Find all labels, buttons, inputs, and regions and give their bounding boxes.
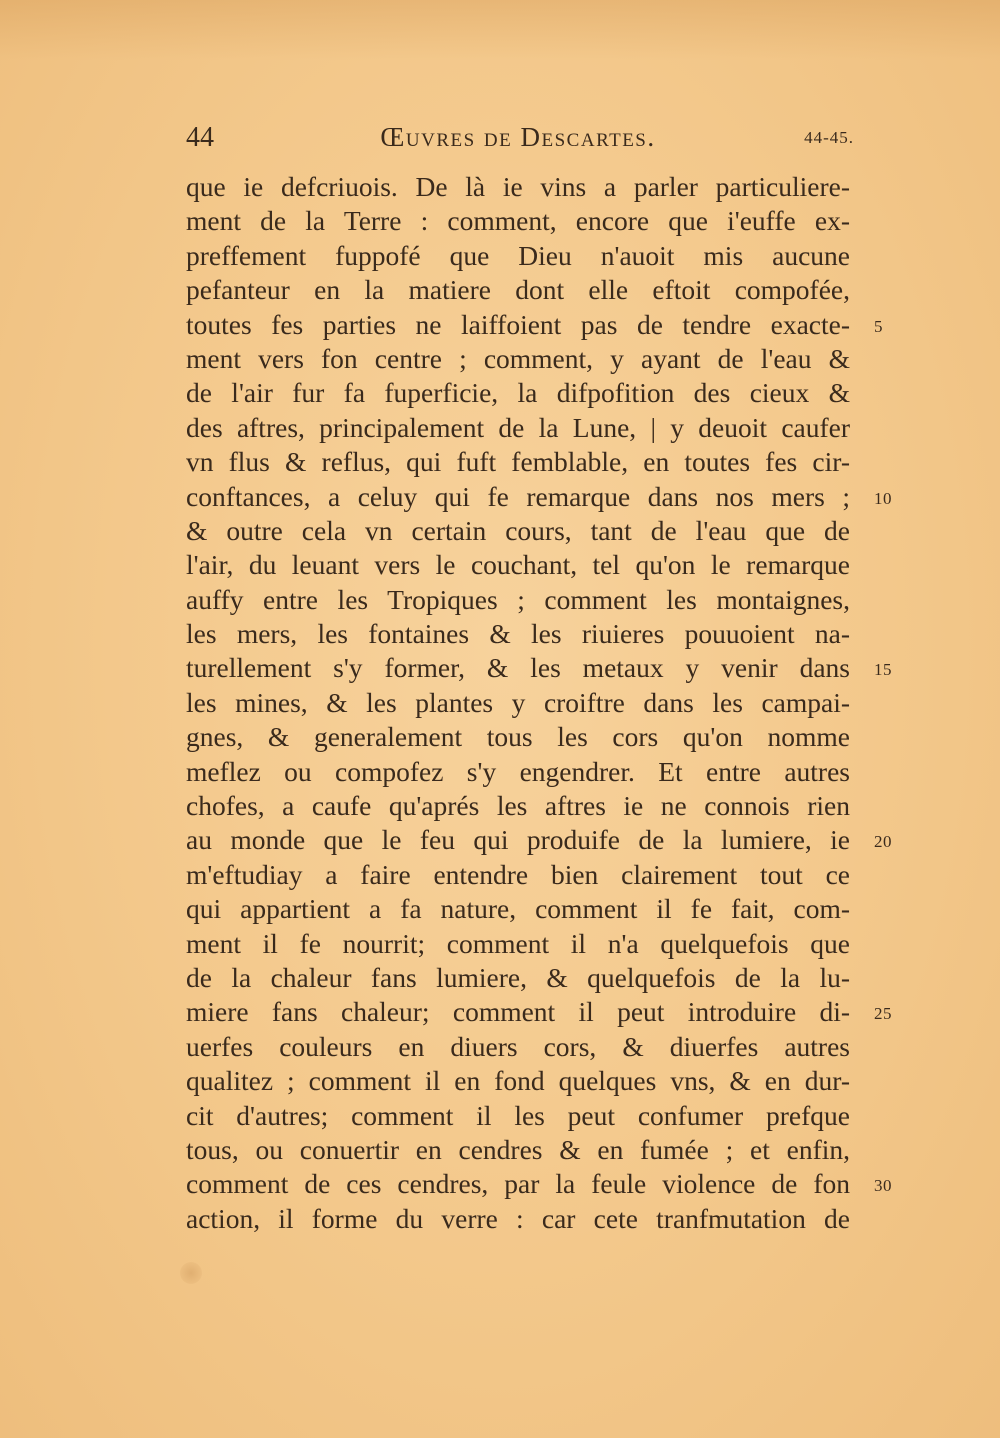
text-line [186, 583, 850, 617]
line-number: 20 [874, 832, 892, 852]
line-number: 15 [874, 660, 892, 680]
text-line [186, 411, 850, 445]
paper-smudge [180, 1262, 202, 1284]
text-line-content: comment de ces cendres, par la feule violence de fon [186, 1168, 850, 1200]
text-line [186, 686, 850, 720]
text-line [186, 617, 850, 651]
text-line-content: l'air, du leuant vers le couchant, tel qu'on le remarque [186, 549, 850, 581]
text-line [186, 342, 850, 376]
text-line [186, 1202, 850, 1236]
text-line [186, 858, 850, 892]
text-line [186, 927, 850, 961]
text-line [186, 1167, 892, 1201]
text-line [186, 1030, 850, 1064]
text-line-content: auffy entre les Tropiques ; comment les montaignes, [186, 583, 850, 615]
text-line-content: que ie defcriuois. De là ie vins a parler particuliere- [186, 171, 850, 202]
text-line [186, 755, 850, 789]
text-line-content: conftances, a celuy qui fe remarque dans nos mers ; [186, 480, 850, 512]
text-line-content: ment vers fon centre ; comment, y ayant de l'eau & [186, 342, 850, 374]
line-number: 10 [874, 488, 892, 508]
text-line-content: pefanteur en la matiere dont elle eftoit compofée, [186, 274, 850, 306]
text-line [186, 376, 850, 410]
text-line-content: gnes, & generalement tous les cors qu'on nomme [186, 721, 850, 753]
text-line [186, 239, 850, 273]
text-line [186, 1099, 850, 1133]
text-line-content: turellement s'y former, & les metaux y venir dans [186, 652, 850, 684]
text-line-content: de la chaleur fans lumiere, & quelquefois de la lu- [186, 961, 850, 993]
text-line-content: cit d'autres; comment il les peut confumer prefque [186, 1099, 850, 1131]
text-line-content: action, il forme du verre : car cete tranfmutation de [186, 1202, 850, 1234]
text-line [186, 892, 850, 926]
text-line-content: des aftres, principalement de la Lune, | y deuoit caufer [186, 411, 850, 443]
text-line [186, 445, 850, 479]
text-line-content: & outre cela vn certain cours, tant de l'eau que de [186, 514, 850, 546]
text-line-content: au monde que le feu qui produife de la lumiere, ie [186, 824, 850, 856]
line-number: 5 [874, 316, 883, 336]
text-line [186, 720, 850, 754]
text-line [186, 308, 883, 342]
text-line-content: vn flus & reflus, qui fuft femblable, en toutes fes cir- [186, 446, 850, 478]
running-title: Œuvres de Descartes. [380, 122, 656, 152]
text-line-content: uerfes couleurs en diuers cors, & diuerfes autres [186, 1030, 850, 1062]
text-line [186, 514, 850, 548]
line-number: 30 [874, 1176, 892, 1196]
text-line-content: les mines, & les plantes y croiftre dans les campai- [186, 686, 850, 718]
text-line-content: qui appartient a fa nature, comment il fe fait, com- [186, 893, 850, 925]
text-line-content: les mers, les fontaines & les riuieres pouuoient na- [186, 618, 850, 650]
text-line [186, 548, 850, 582]
text-line-content: m'eftudiay a faire entendre bien clairement tout ce [186, 858, 850, 890]
text-line-content: miere fans chaleur; comment il peut introduire di- [186, 996, 850, 1028]
line-number: 25 [874, 1004, 892, 1024]
text-line-content: de l'air fur fa fuperficie, la difpofition des cieux & [186, 377, 850, 409]
text-line-content: preffement fuppofé que Dieu n'auoit mis aucune [186, 239, 850, 271]
body-text [186, 170, 892, 1236]
text-line [186, 1064, 850, 1098]
text-line [186, 995, 892, 1029]
text-line [186, 961, 850, 995]
text-line-content: toutes fes parties ne laiffoient pas de tendre exacte- [186, 308, 850, 340]
text-line [186, 170, 850, 204]
text-line [186, 273, 850, 307]
text-line-content: meflez ou compofez s'y engendrer. Et entre autres [186, 755, 850, 787]
text-line [186, 480, 892, 514]
text-line [186, 823, 892, 857]
page-reference: 44-45. [804, 128, 854, 147]
text-line [186, 204, 850, 238]
text-line-content: ment de la Terre : comment, encore que i'euffe ex- [186, 205, 850, 237]
text-line-content: tous, ou conuertir en cendres & en fumée ; et enfin, [186, 1133, 850, 1165]
text-line [186, 1133, 850, 1167]
text-line-content: ment il fe nourrit; comment il n'a quelquefois que [186, 927, 850, 959]
page-number: 44 [186, 122, 214, 153]
text-line [186, 651, 892, 685]
text-line [186, 789, 850, 823]
page-header [186, 118, 854, 158]
text-line-content: chofes, a caufe qu'aprés les aftres ie ne connois rien [186, 790, 850, 822]
text-line-content: qualitez ; comment il en fond quelques vns, & en dur- [186, 1065, 850, 1097]
